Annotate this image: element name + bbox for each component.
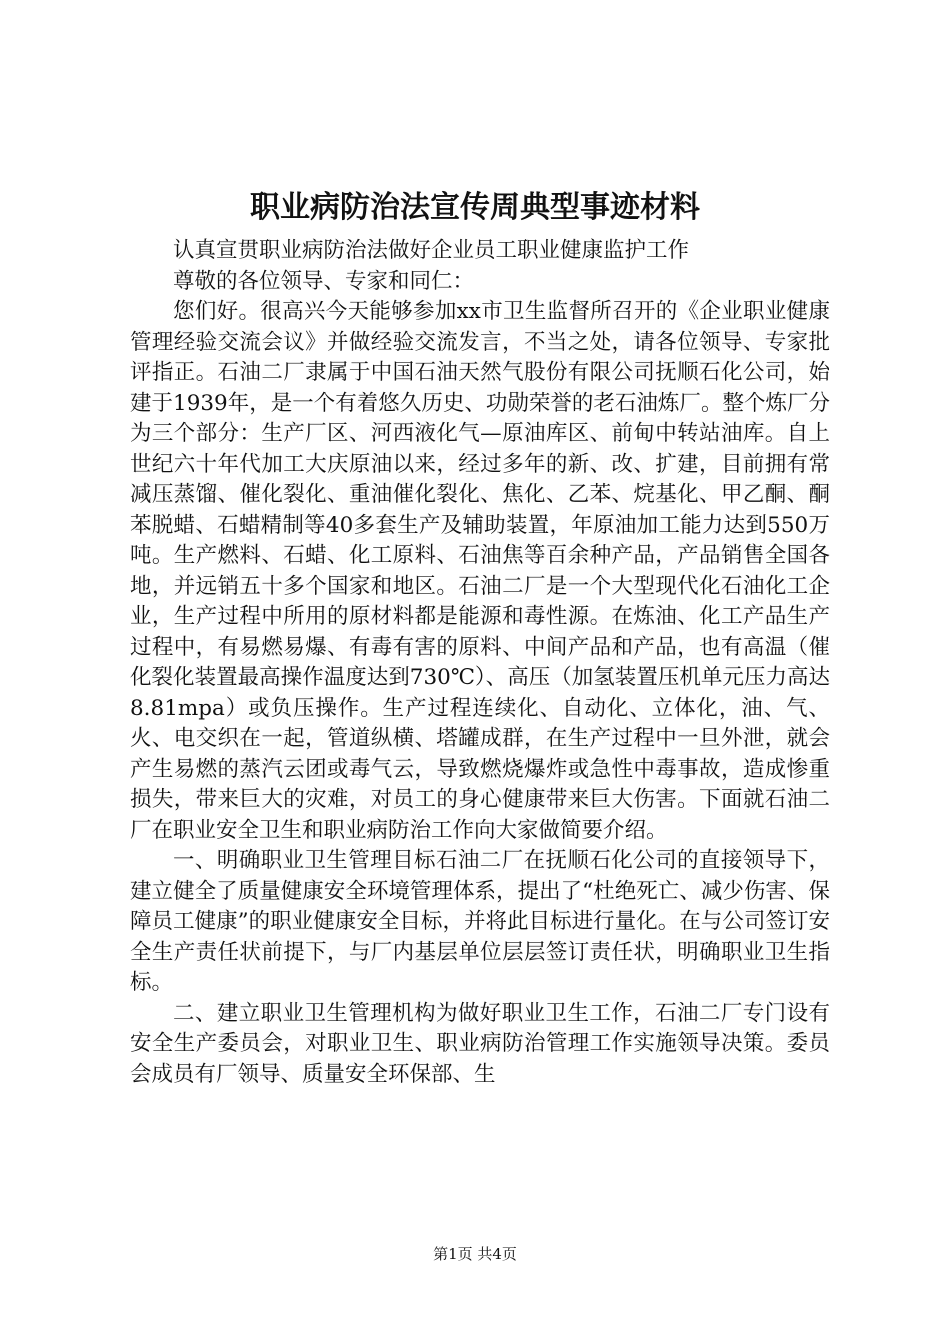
document-title: 职业病防治法宣传周典型事迹材料 — [250, 190, 700, 225]
salutation-paragraph: 尊敬的各位领导、专家和同仁： — [173, 268, 475, 294]
page-footer: 第1页 共4页 — [433, 1245, 517, 1263]
intro-paragraph: 您们好。很高兴今天能够参加xx市卫生监督所召开的《企业职业健康管理经验交流会议》并做经验交流发言，不当之处，请各位领导、专家批评指正。石油二厂隶属于中国石油天然气股份有限公司抚顺石化公司，始建于1939年，是一个有着悠久历史、功勋荣誉的老石油炼厂。整个炼厂分为三个部分：生产厂区、河西液化气—原油库区、前甸中转站油库。自上世纪六十年代加工大庆原油以来，经过多年的新、改、扩建，目前拥有常减压蒸馏、催化裂化、重油催化裂化、焦化、乙苯、烷基化、甲乙酮、酮苯脱蜡、石蜡精制等40多套生产及辅助装置，年原油加工能力达到550万吨。生产燃料、石蜡、化工原料、石油焦等百余种产品，产品销售全国各地，并远销五十多个国家和地区。石油二厂是一个大型现代化石油化工企业，生产过程中所用的原材料都是能源和毒性源。在炼油、化工产品生产过程中，有易燃易爆、有毒有害的原料、中间产品和产品，也有高温（催化裂化装置最高操作温度达到730℃）、高压（加氢装置压机单元压力高达8.81mpa）或负压操作。生产过程连续化、自动化、立体化，油、气、火、电交织在一起，管道纵横、塔罐成群，在生产过程中一旦外泄，就会产生易燃的蒸汽云团或毒气云，导致燃烧爆炸或急性中毒事故，造成惨重损失，带来巨大的灾难，对员工的身心健康带来巨大伤害。下面就石油二厂在职业安全卫生和职业病防治工作向大家做简要介绍。 — [130, 299, 830, 843]
document-body — [130, 236, 830, 1090]
section-two-paragraph: 二、建立职业卫生管理机构为做好职业卫生工作，石油二厂专门设有安全生产委员会，对职业卫生、职业病防治管理工作实施领导决策。委员会成员有厂领导、质量安全环保部、生 — [130, 1000, 830, 1087]
section-one-paragraph: 一、明确职业卫生管理目标石油二厂在抚顺石化公司的直接领导下，建立健全了质量健康安全环境管理体系，提出了“杜绝死亡、减少伤害、保障员工健康”的职业健康安全目标，并将此目标进行量化。在与公司签订安全生产责任状前提下，与厂内基层单位层层签订责任状，明确职业卫生指标。 — [130, 848, 830, 995]
subtitle-paragraph: 认真宣贯职业病防治法做好企业员工职业健康监护工作 — [173, 238, 690, 263]
